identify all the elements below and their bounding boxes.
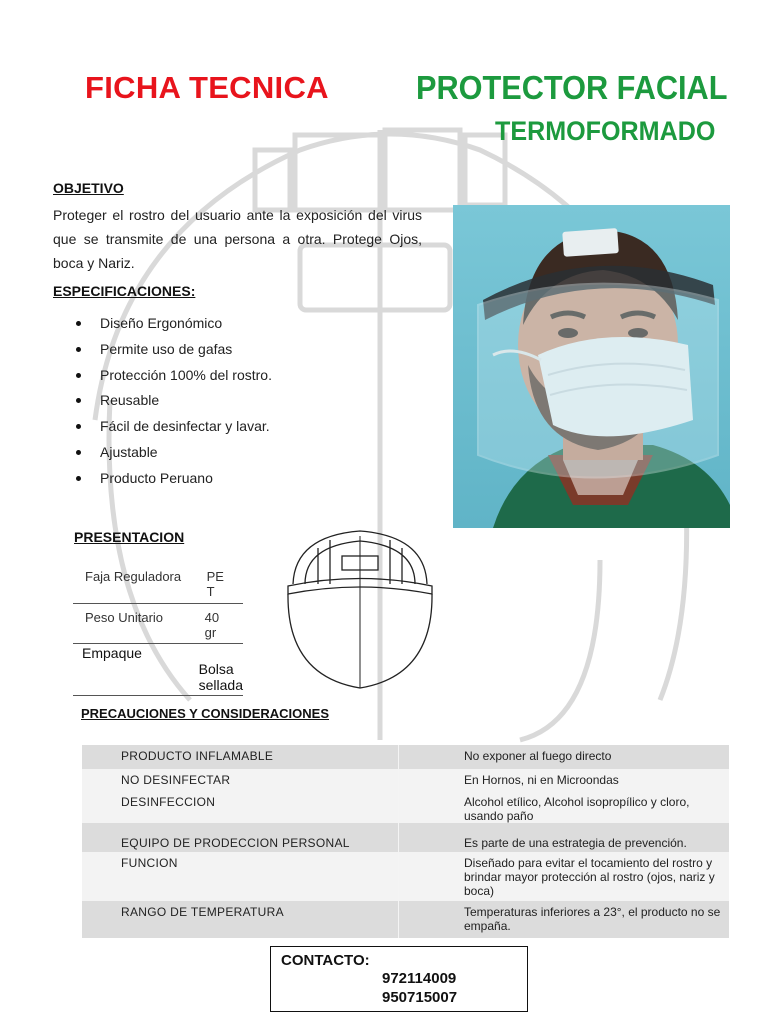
document-title: FICHA TECNICA bbox=[85, 70, 329, 105]
contact-label: CONTACTO: bbox=[281, 952, 370, 969]
presentacion-heading: PRESENTACION bbox=[74, 529, 185, 545]
table-cell: En Hornos, ni en Microondas bbox=[464, 773, 619, 787]
phone-number: 972114009 bbox=[382, 970, 457, 987]
list-item: Reusable bbox=[73, 389, 272, 415]
list-item: Diseño Ergonómico bbox=[73, 312, 272, 338]
table-row bbox=[73, 643, 243, 695]
especificaciones-heading: ESPECIFICACIONES: bbox=[53, 283, 196, 299]
table-cell: Empaque bbox=[82, 644, 142, 661]
man-wearing-face-shield-image bbox=[453, 205, 730, 528]
objetivo-heading: OBJETIVO bbox=[53, 180, 124, 196]
list-item: Ajustable bbox=[73, 441, 272, 467]
table-cell: RANGO DE TEMPERATURA bbox=[82, 901, 399, 938]
table-row bbox=[82, 791, 729, 823]
objetivo-text: Proteger el rostro del usuario ante la exposición del virus que se transmite de una persona a otra. Protege Ojos, boca y Nariz. bbox=[53, 207, 422, 271]
table-cell: PRODUCTO INFLAMABLE bbox=[82, 745, 399, 769]
precauciones-heading: PRECAUCIONES Y CONSIDERACIONES bbox=[81, 706, 330, 721]
table-cell: Faja Reguladora bbox=[85, 569, 182, 584]
product-photo bbox=[453, 205, 730, 528]
table-cell: DESINFECCION bbox=[82, 791, 399, 823]
table-cell: No exponer al fuego directo bbox=[464, 749, 612, 763]
table-cell: 40 gr bbox=[204, 609, 220, 640]
list-item: Protección 100% del rostro. bbox=[73, 364, 272, 390]
table-cell: Alcohol etílico, Alcohol isopropílico y cloro, usando paño bbox=[464, 795, 690, 823]
table-row bbox=[73, 603, 243, 643]
table-cell: EQUIPO DE PRODECCION PERSONAL bbox=[82, 823, 399, 852]
table-cell: Peso Unitario bbox=[85, 609, 164, 625]
list-item: Permite uso de gafas bbox=[73, 338, 272, 364]
table-row bbox=[82, 745, 729, 769]
product-title: PROTECTOR FACIAL bbox=[416, 69, 728, 106]
list-item: Fácil de desinfectar y lavar. bbox=[73, 415, 272, 441]
contact-box bbox=[270, 946, 528, 1012]
table-row bbox=[82, 901, 729, 938]
table-cell: Temperaturas inferiores a 23°, el producto no se empaña. bbox=[464, 905, 721, 933]
product-subtitle: TERMOFORMADO bbox=[495, 116, 716, 146]
table-cell: NO DESINFECTAR bbox=[82, 769, 399, 791]
precauciones-table bbox=[82, 745, 729, 938]
table-cell: PE T bbox=[206, 569, 224, 599]
table-row bbox=[82, 769, 729, 791]
table-row bbox=[82, 823, 729, 852]
table-cell: Bolsa sellada bbox=[198, 660, 244, 693]
face-shield-diagram bbox=[285, 526, 435, 691]
specifications-list bbox=[73, 312, 272, 493]
presentacion-table bbox=[73, 563, 243, 696]
table-cell: FUNCION bbox=[82, 852, 399, 901]
table-row bbox=[73, 563, 243, 603]
table-cell: Diseñado para evitar el tocamiento del rostro y brindar mayor protección al rostro (ojos, nariz y boca) bbox=[464, 856, 715, 898]
table-row bbox=[82, 852, 729, 901]
list-item: Producto Peruano bbox=[73, 467, 272, 493]
phone-number: 950715007 bbox=[382, 989, 458, 1006]
table-cell: Es parte de una estrategia de prevención. bbox=[464, 836, 687, 850]
